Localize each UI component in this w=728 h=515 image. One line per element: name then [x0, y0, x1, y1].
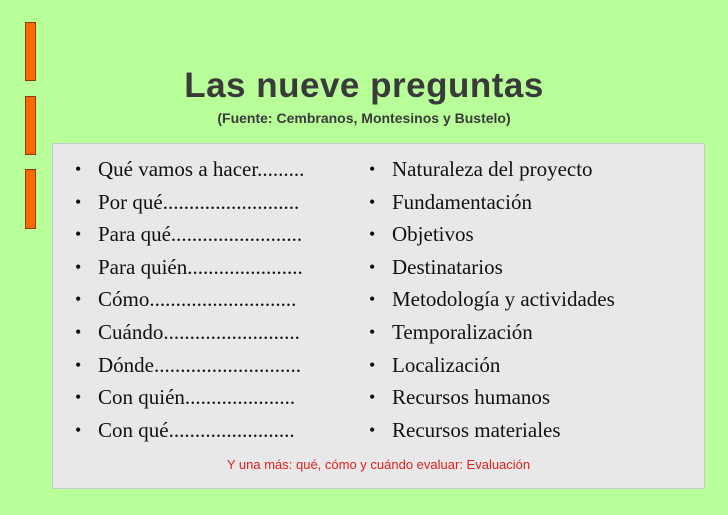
- answer-item: • Recursos materiales: [369, 417, 561, 442]
- answer-item: • Fundamentación: [369, 189, 532, 214]
- answer-item: • Recursos humanos: [369, 385, 551, 410]
- bullet-icon: •: [369, 321, 376, 342]
- answer-item: • Temporalización: [369, 319, 533, 344]
- bullet-icon: •: [75, 159, 82, 179]
- bullet-icon: •: [75, 224, 82, 245]
- evaluation-note: Y una más: qué, cómo y cuándo evaluar: Evaluación: [226, 457, 531, 472]
- question-item: • Por qué..........................: [75, 189, 300, 214]
- bullet-icon: •: [369, 354, 376, 375]
- bullet-icon: •: [369, 224, 376, 245]
- bullet-icon: •: [369, 387, 376, 408]
- question-item: • Dónde............................: [75, 352, 301, 377]
- bullet-icon: •: [75, 289, 82, 310]
- bullet-icon: •: [75, 191, 82, 212]
- answer-item: • Destinatarios: [369, 254, 503, 279]
- question-item: • Cómo............................: [75, 287, 297, 312]
- bullet-icon: •: [369, 159, 376, 179]
- question-item: • Con qué........................: [75, 417, 295, 442]
- bullet-icon: •: [369, 419, 376, 440]
- answer-item: • Localización: [369, 352, 501, 377]
- question-item: • Para quién......................: [75, 254, 303, 279]
- bullet-icon: •: [75, 321, 82, 342]
- bullet-icon: •: [75, 354, 82, 375]
- bullet-icon: •: [75, 419, 82, 440]
- answer-item: • Metodología y actividades: [369, 287, 615, 312]
- answers-list: [365, 156, 615, 449]
- accent-bar-3: [25, 169, 36, 229]
- question-item: • Para qué.........................: [75, 222, 303, 247]
- questions-list: [71, 156, 304, 449]
- slide-title: Las nueve preguntas: [184, 66, 544, 105]
- bullet-icon: •: [369, 256, 376, 277]
- bullet-icon: •: [75, 387, 82, 408]
- question-item: • Con quién.....................: [75, 385, 296, 410]
- question-item: • Qué vamos a hacer.........: [75, 157, 305, 181]
- answer-item: • Objetivos: [369, 222, 474, 247]
- slide-subtitle: (Fuente: Cembranos, Montesinos y Bustelo): [217, 110, 511, 126]
- bullet-icon: •: [369, 191, 376, 212]
- bullet-icon: •: [369, 289, 376, 310]
- answer-item: • Naturaleza del proyecto: [369, 157, 593, 181]
- content-panel: [52, 143, 705, 489]
- bullet-icon: •: [75, 256, 82, 277]
- question-item: • Cuándo..........................: [75, 319, 300, 344]
